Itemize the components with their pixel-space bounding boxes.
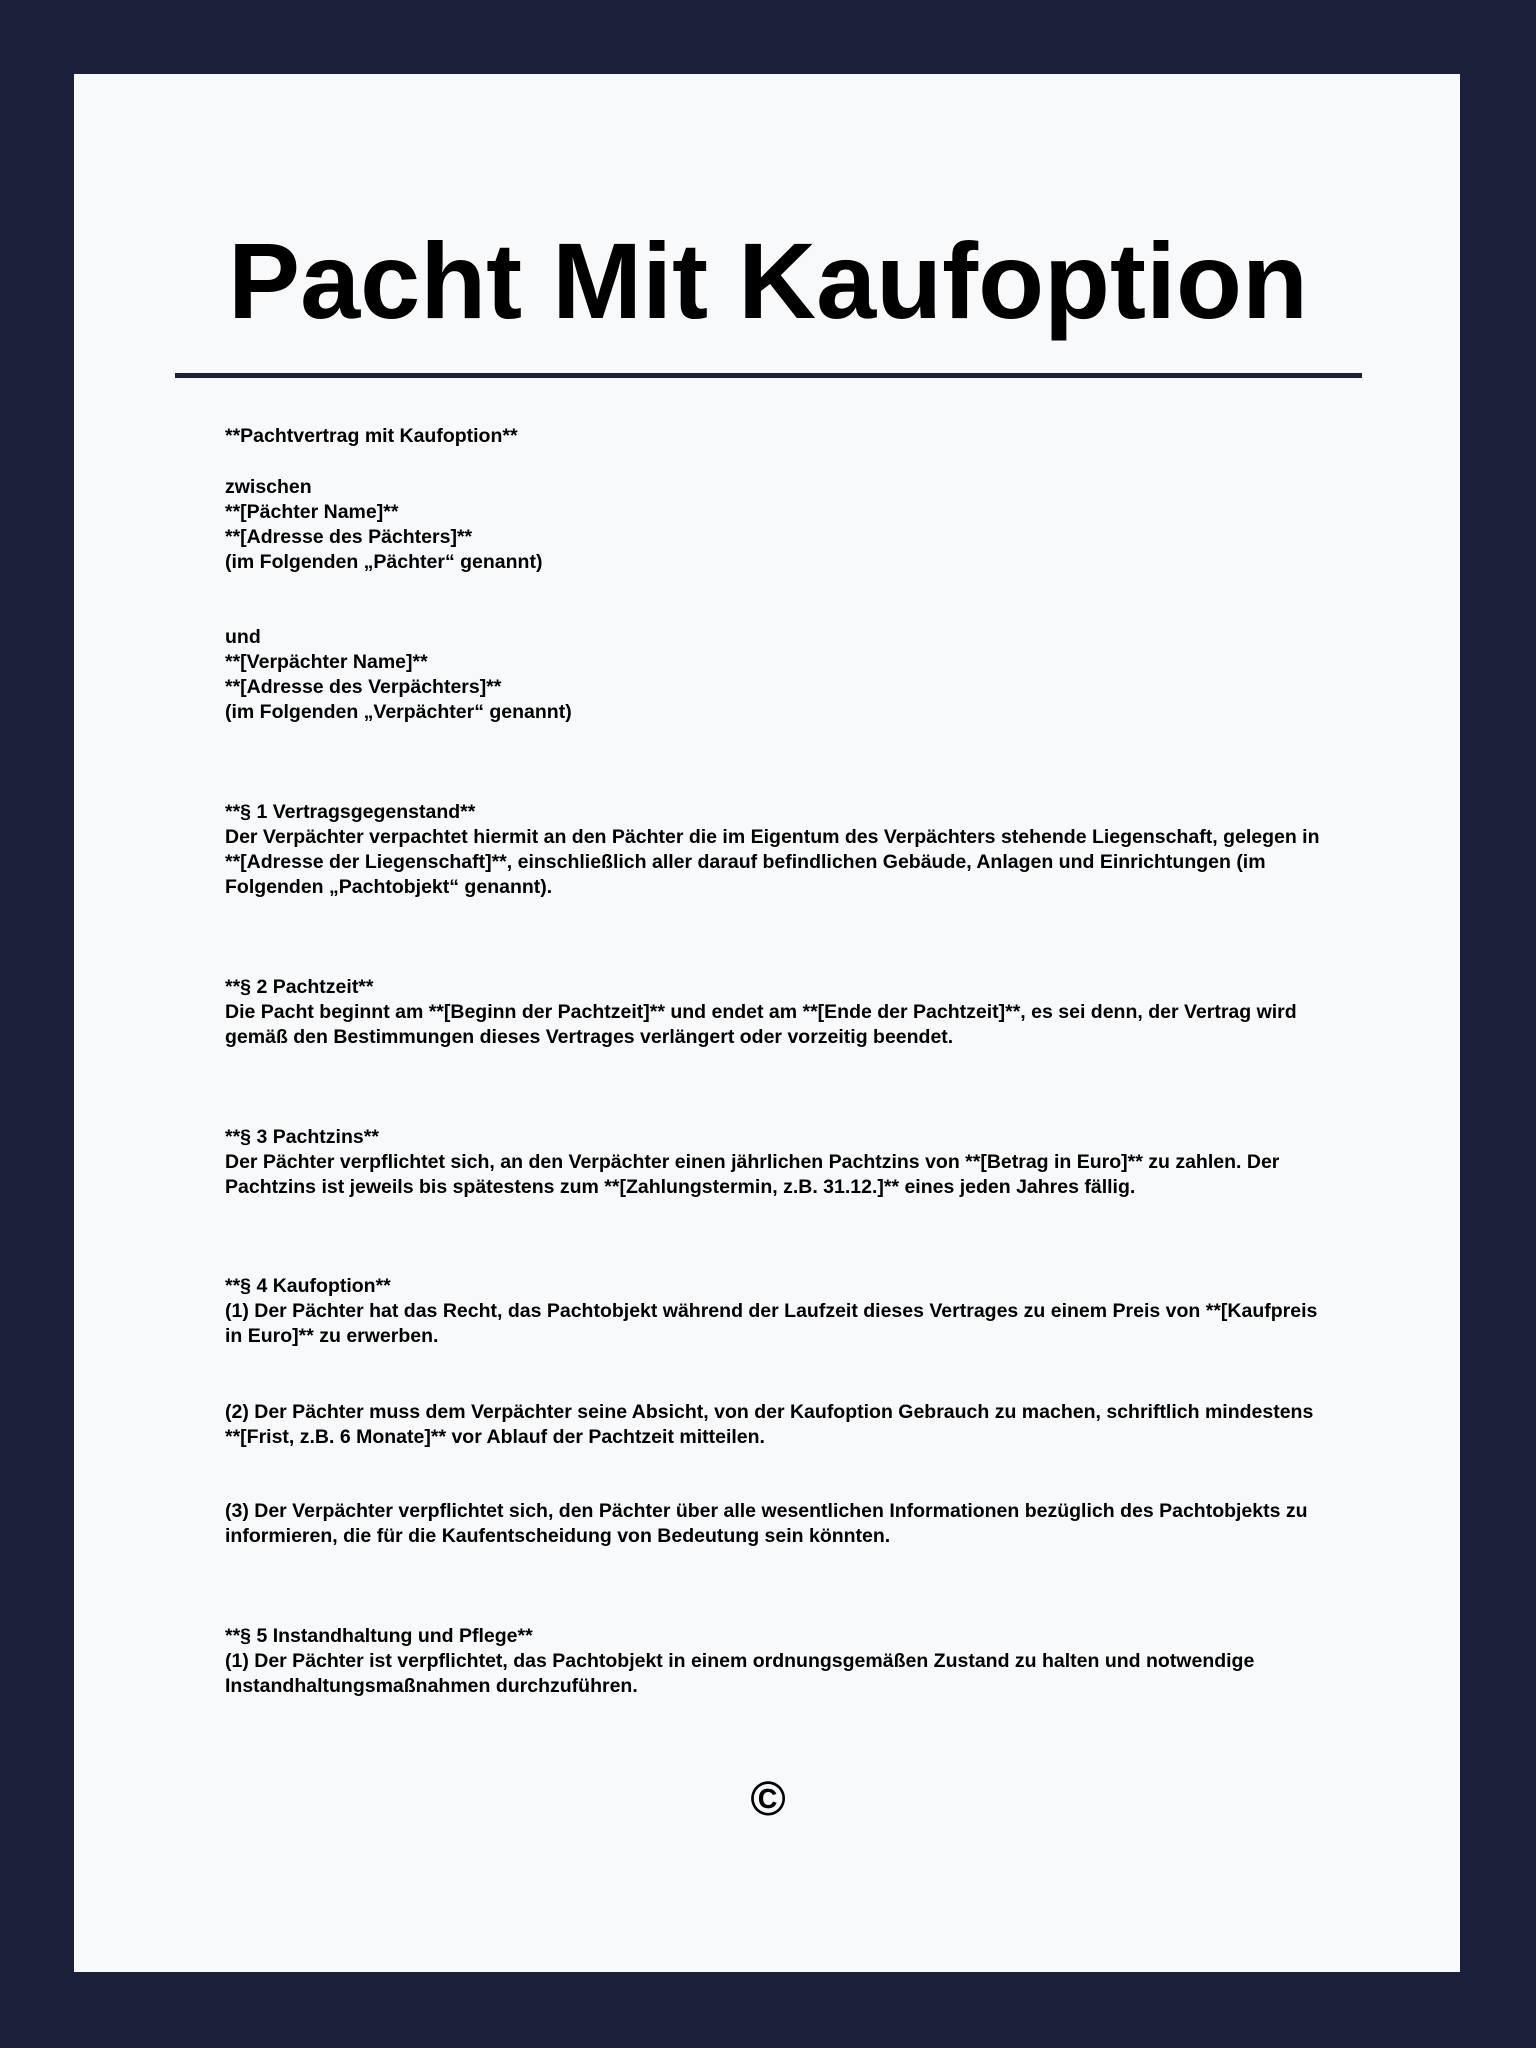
page-title: Pacht Mit Kaufoption: [228, 220, 1308, 341]
section-heading: **§ 2 Pachtzeit**: [225, 976, 374, 998]
text-line: Die Pacht beginnt am **[Beginn der Pachtzeit]** und endet am **[Ende der Pachtzeit]**, es sei denn, der Vertrag wird: [225, 1001, 1297, 1023]
text-line: zwischen: [225, 476, 312, 498]
section-heading: **§ 3 Pachtzins**: [225, 1126, 379, 1148]
section-4-paragraph-2: [225, 1400, 1313, 1450]
text-line: Der Verpächter verpachtet hiermit an den Pächter die im Eigentum des Verpächters stehende Liegenschaft, gelegen in: [225, 826, 1320, 848]
text-line: Folgenden „Pachtobjekt“ genannt).: [225, 876, 553, 898]
text-line: **[Frist, z.B. 6 Monate]** vor Ablauf der Pachtzeit mitteilen.: [225, 1426, 765, 1448]
section-4: [225, 1274, 1317, 1349]
party-landlord: [225, 625, 572, 725]
text-line: Der Pächter verpflichtet sich, an den Verpächter einen jährlichen Pachtzins von **[Betrag in Euro]** zu zahlen. Der: [225, 1151, 1280, 1173]
text-line: (2) Der Pächter muss dem Verpächter seine Absicht, von der Kaufoption Gebrauch zu machen, schriftlich mindestens: [225, 1401, 1314, 1423]
title-divider: [175, 373, 1362, 378]
section-3: [225, 1125, 1279, 1200]
section-2: [225, 975, 1297, 1050]
contract-heading: [225, 424, 518, 449]
text-line: **[Adresse des Verpächters]**: [225, 676, 502, 698]
section-heading: **§ 4 Kaufoption**: [225, 1275, 391, 1297]
heading-line: **Pachtvertrag mit Kaufoption**: [225, 425, 518, 447]
text-line: in Euro]** zu erwerben.: [225, 1325, 439, 1347]
section-heading: **§ 5 Instandhaltung und Pflege**: [225, 1625, 533, 1647]
section-4-paragraph-3: [225, 1499, 1308, 1549]
text-line: informieren, die für die Kaufentscheidung von Bedeutung sein könnten.: [225, 1525, 891, 1547]
text-line: (im Folgenden „Verpächter“ genannt): [225, 701, 572, 723]
copyright-icon: ©: [750, 1773, 786, 1826]
party-tenant: [225, 475, 542, 575]
text-line: **[Adresse des Pächters]**: [225, 526, 473, 548]
section-heading: **§ 1 Vertragsgegenstand**: [225, 801, 476, 823]
section-1: [225, 800, 1320, 900]
section-5: [225, 1624, 1254, 1699]
text-line: (im Folgenden „Pächter“ genannt): [225, 551, 543, 573]
text-line: **[Adresse der Liegenschaft]**, einschließlich aller darauf befindlichen Gebäude, Anlagen und Einrichtungen (im: [225, 851, 1266, 873]
text-line: und: [225, 626, 261, 648]
text-line: gemäß den Bestimmungen dieses Vertrages verlängert oder vorzeitig beendet.: [225, 1026, 954, 1048]
text-line: **[Verpächter Name]**: [225, 651, 428, 673]
text-line: Instandhaltungsmaßnahmen durchzuführen.: [225, 1675, 638, 1697]
text-line: (1) Der Pächter hat das Recht, das Pachtobjekt während der Laufzeit dieses Vertrages zu einem Preis von **[Kaufpreis: [225, 1300, 1318, 1322]
text-line: (1) Der Pächter ist verpflichtet, das Pachtobjekt in einem ordnungsgemäßen Zustand zu halten und notwendige: [225, 1650, 1255, 1672]
text-line: (3) Der Verpächter verpflichtet sich, den Pächter über alle wesentlichen Informationen bezüglich des Pachtobjekts zu: [225, 1500, 1308, 1522]
text-line: **[Pächter Name]**: [225, 501, 399, 523]
text-line: Pachtzins ist jeweils bis spätestens zum **[Zahlungstermin, z.B. 31.12.]** eines jeden Jahres fällig.: [225, 1176, 1136, 1198]
